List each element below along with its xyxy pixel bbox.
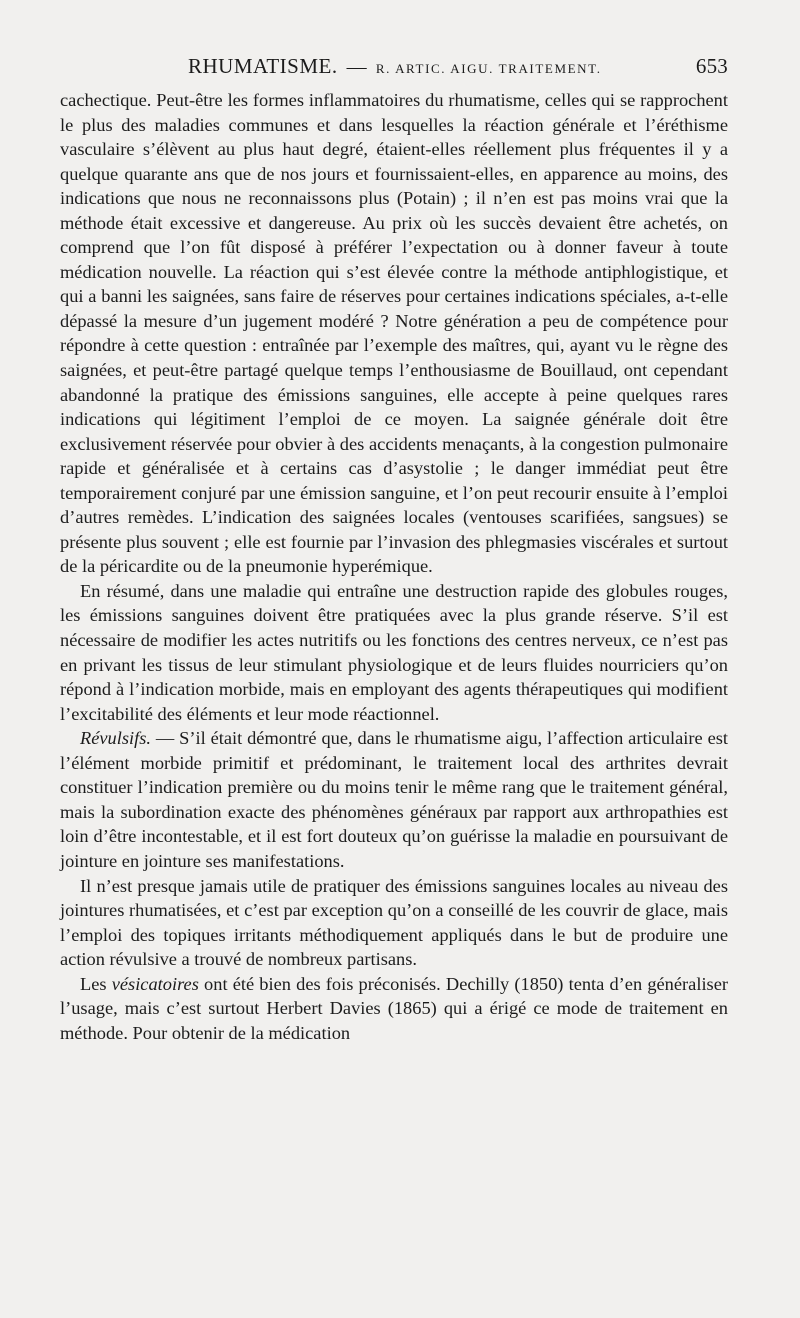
paragraph-revulsifs <box>60 726 728 873</box>
running-head-main <box>188 54 602 79</box>
paragraph-emissions-locales <box>60 874 728 972</box>
paragraph-en-resume <box>60 579 728 726</box>
paragraph-text: Il n’est presque jamais utile de pratiquer des émissions sanguines locales au niveau des jointures rhumatisées, et c’est par exception qu’on a conseillé de les couvrir de glace, mais l’emploi des topiques irritants méthodiquement appliqués dans le but de produire une action révulsive a trouvé de nombreux partisans. <box>60 875 728 970</box>
paragraph-text: En résumé, dans une maladie qui entraîne une destruction rapide des globules rouges, les émissions sanguines doivent être pratiquées avec la plus grande réserve. S’il est nécessaire de modifier les actes nutritifs ou les fonctions des centres nerveux, ce n’est pas en privant les tissus de leur stimulant physiologique et de leurs fluides nourriciers qu’on répond à l’indication morbide, mais en employant des agents thérapeutiques qui modifient l’excitabilité des éléments et leur mode réactionnel. <box>60 580 728 724</box>
paragraph-text: — S’il était démontré que, dans le rhumatisme aigu, l’affection articulaire est l’élément morbide primitif et prédominant, le traitement local des arthrites devrait constituer l’indication première ou du moins tenir le même rang que le traitement général, mais la subordination exacte des phénomènes généraux par rapport aux arthropathies est loin d’être incontestable, et il est fort douteux qu’on guérisse la maladie en poursuivant de jointure en jointure ses manifestations. <box>60 728 728 871</box>
paragraph-text: ont été bien des fois préconisés. Dechilly (1850) tenta d’en généraliser l’usage, mais c’est surtout Herbert Davies (1865) qui a érigé ce mode de traitement en méthode. Pour obtenir de la médication <box>60 973 728 1043</box>
term-vesicatoires: vésicatoires <box>111 973 199 994</box>
paragraph-text-before: Les <box>80 973 112 994</box>
paragraph-continued <box>60 88 728 579</box>
section-lead-revulsifs: Révulsifs. <box>80 728 151 749</box>
body-text <box>60 88 728 1045</box>
paragraph-text: cachectique. Peut-être les formes inflammatoires du rhumatisme, celles qui se rapprochent le plus des maladies communes et dans lesquelles la réaction générale et l’éréthisme vasculaire s’élèvent au plus haut degré, étaient-elles réellement plus fréquentes il y a quelque quarante ans que de nos jours et fournissaient-elles, en apparence au moins, des indications que nous ne reconnaissons plus (Potain) ; il n’en est pas moins vrai que la méthode était excessive et dangereuse. Au prix où les succès devaient être achetés, on comprend que l’on fût disposé à préférer l’expectation ou à donner faveur à toute médication nouvelle. La réaction qui s’est élevée contre la méthode antiphlogistique, et qui a banni les saignées, sans faire de réserves pour certaines indications spéciales, a-t-elle dépassé la mesure d’un jugement modéré ? Notre génération a peu de compétence pour répondre à cette question : entraînée par l’exemple des maîtres, qui, ayant vu le règne des saignées, et peut-être partagé quelque temps l’enthousiasme de Bouillaud, ont cependant abandonné la pratique des émissions sanguines, elle accepte à peine quelques rares indications qui légitiment l’emploi de ce moyen. La saignée générale doit être exclusivement réservée pour obvier à des accidents menaçants, à la congestion pulmonaire rapide et généralisée et à certains cas d’asystolie ; le danger immédiat peut être temporairement conjuré par une émission sanguine, et l’on peut recourir ensuite à l’emploi d’autres remèdes. L’indication des saignées locales (ventouses scarifiées, sangsues) se présente plus souvent ; elle est fournie par l’invasion des phlegmasies viscérales et surtout de la péricardite ou de la pneumonie hyperémique. <box>60 90 728 577</box>
running-head <box>60 54 728 88</box>
paragraph-vesicatoires <box>60 972 728 1046</box>
running-head-subtitle: R. ARTIC. AIGU. TRAITEMENT. <box>375 61 602 76</box>
running-head-title: RHUMATISME. <box>188 54 338 78</box>
page-number: 653 <box>695 54 728 78</box>
running-head-dash: — <box>346 56 367 78</box>
